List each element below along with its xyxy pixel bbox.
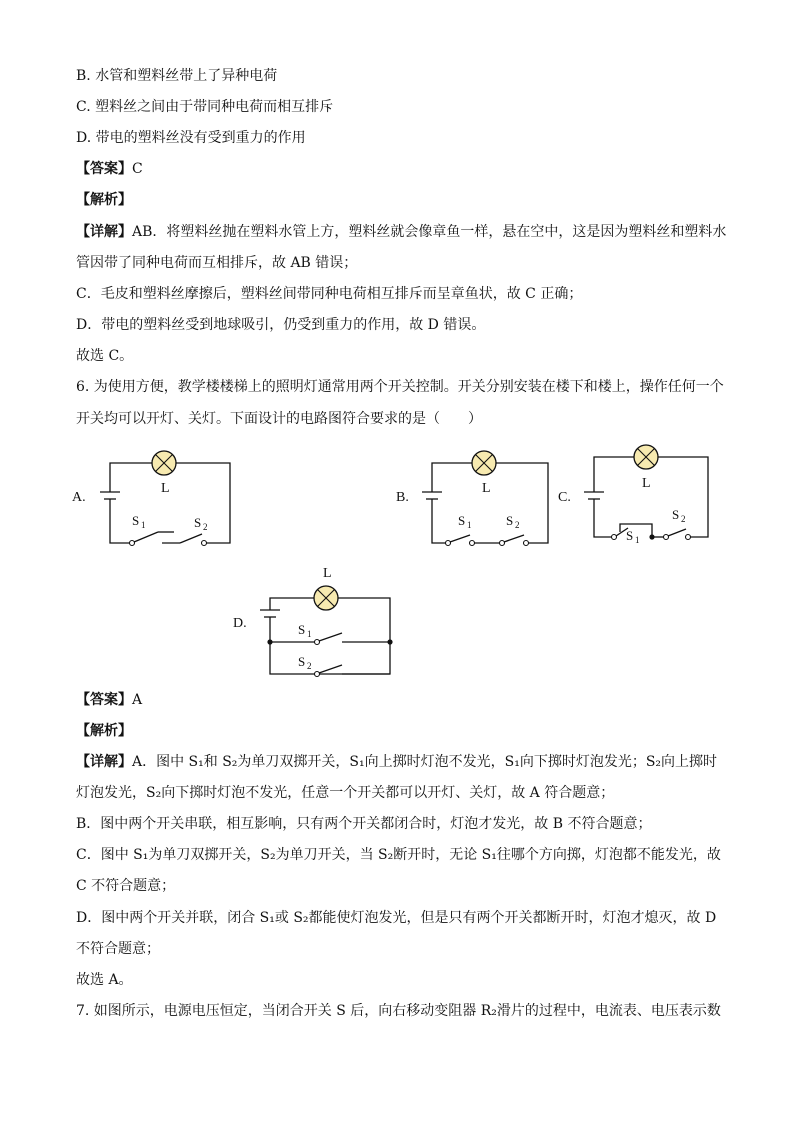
s2-label: S	[298, 654, 306, 669]
q5-detail-ab-line1	[76, 222, 726, 242]
q5-answer: C	[132, 161, 143, 177]
circuit-diagram-a	[66, 446, 246, 550]
q6-conclusion: 故选 A。	[76, 972, 133, 988]
option-a-label: A.	[72, 490, 86, 505]
detail-tag: 【详解】	[76, 754, 132, 770]
answer-tag: 【答案】	[76, 161, 132, 177]
option-b-label: B.	[396, 490, 409, 505]
circuit-diagram-b	[392, 446, 562, 550]
s2-label: S	[672, 507, 680, 522]
q6-detail-d-1: D．图中两个开关并联，闭合 S₁或 S₂都能使灯泡发光，但是只有两个开关都断开时，灯泡才熄灭，故 D	[76, 910, 717, 926]
q5-answer-line	[76, 159, 143, 179]
q5-option-c: C. 塑料丝之间由于带同种电荷而相互排斥	[76, 99, 334, 115]
svg-text:2: 2	[203, 522, 208, 532]
s1-label: S	[458, 513, 466, 528]
q5-conclusion: 故选 C。	[76, 348, 134, 364]
switch-s2-icon	[319, 665, 342, 673]
switch-s2-icon	[504, 535, 524, 542]
s1-label: S	[626, 528, 634, 543]
q5-detail-c: C．毛皮和塑料丝摩擦后，塑料丝间带同种电荷相互排斥而呈章鱼状，故 C 正确；	[76, 286, 583, 302]
s1-label: S	[298, 622, 306, 637]
q6-detail-d-2: 不符合题意；	[76, 941, 160, 957]
q6-detail-b: B．图中两个开关串联，相互影响，只有两个开关都闭合时，灯泡才发光，故 B 不符合题意；	[76, 816, 652, 832]
svg-text:2: 2	[515, 520, 520, 530]
switch-s1-icon	[134, 532, 158, 542]
q5-option-b: B. 水管和塑料丝带上了异种电荷	[76, 68, 278, 84]
q7-stem-1: 7. 如图所示，电源电压恒定，当闭合开关 S 后，向右移动变阻器 R₂滑片的过程中，电流表、电压表示数	[76, 1003, 721, 1019]
q6-answer-line	[76, 690, 142, 710]
answer-tag: 【答案】	[76, 692, 132, 708]
detail-tag: 【详解】	[76, 224, 132, 240]
circuit-diagram-c	[556, 440, 716, 550]
switch-s1-icon	[450, 535, 470, 542]
q6-stem-1: 6. 为使用方便，教学楼楼梯上的照明灯通常用两个开关控制。开关分别安装在楼下和楼上，操作任何一个	[76, 379, 724, 395]
q5-detail-ab-1: AB．将塑料丝抛在塑料水管上方，塑料丝就会像章鱼一样，悬在空中，这是因为塑料丝和塑料水	[132, 224, 727, 240]
q6-detail-a-2: 灯泡发光，S₂向下掷时灯泡不发光，任意一个开关都可以开灯、关灯，故 A 符合题意；	[76, 785, 615, 801]
s1-label: S	[132, 513, 140, 528]
q6-detail-a-line1	[76, 752, 717, 772]
q6-detail-c-2: C 不符合题意；	[76, 878, 176, 894]
option-d-label: D.	[233, 616, 247, 631]
s2-label: S	[506, 513, 514, 528]
switch-s1-icon	[319, 633, 342, 641]
s2-label: S	[194, 515, 202, 530]
lamp-label: L	[323, 566, 332, 581]
q5-option-d: D. 带电的塑料丝没有受到重力的作用	[76, 130, 306, 146]
svg-text:1: 1	[307, 629, 312, 639]
q6-detail-a-1: A．图中 S₁和 S₂为单刀双掷开关，S₁向上掷时灯泡不发光，S₁向下掷时灯泡发光；S₂向上掷时	[132, 754, 718, 770]
svg-text:1: 1	[141, 520, 146, 530]
switch-s2-icon	[668, 529, 686, 536]
lamp-label: L	[482, 481, 491, 496]
switch-s2-icon	[180, 534, 202, 543]
q6-detail-c-1: C．图中 S₁为单刀双掷开关，S₂为单刀开关，当 S₂断开时，无论 S₁往哪个方向掷，灯泡都不能发光，故	[76, 847, 721, 863]
svg-text:2: 2	[307, 661, 312, 671]
q6-stem-2: 开关均可以开灯、关灯。下面设计的电路图符合要求的是（ ）	[76, 411, 482, 427]
svg-text:2: 2	[681, 514, 686, 524]
lamp-label: L	[642, 476, 651, 491]
q5-detail-d: D．带电的塑料丝受到地球吸引，仍受到重力的作用，故 D 错误。	[76, 317, 486, 333]
lamp-label: L	[161, 481, 170, 496]
circuit-diagram-d	[228, 560, 398, 680]
q6-analysis-tag: 【解析】	[76, 723, 132, 739]
q5-detail-ab-2: 管因带了同种电荷而互相排斥，故 AB 错误；	[76, 255, 358, 271]
q6-answer: A	[132, 692, 143, 708]
svg-text:1: 1	[635, 535, 640, 545]
svg-text:1: 1	[467, 520, 472, 530]
q5-analysis-tag: 【解析】	[76, 192, 132, 208]
option-c-label: C.	[558, 490, 571, 505]
